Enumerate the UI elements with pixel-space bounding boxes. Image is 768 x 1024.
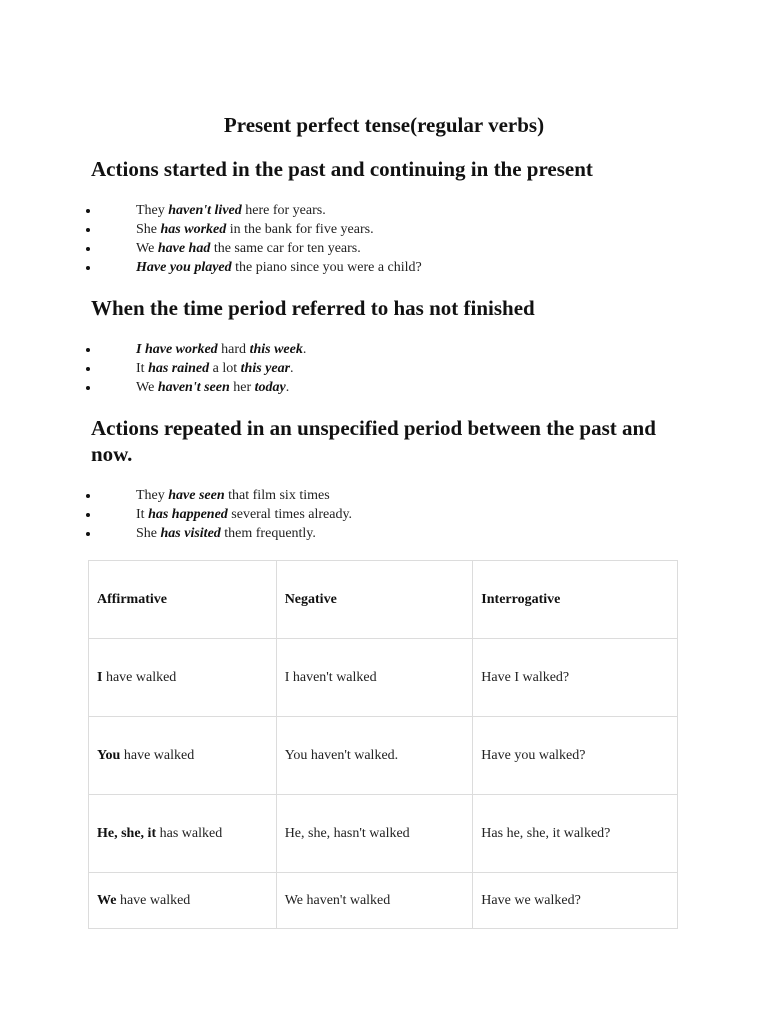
interrogative-cell: Have we walked? xyxy=(473,873,678,929)
bullet-list-repeated-actions xyxy=(0,486,768,543)
verb-phrase: have seen xyxy=(168,488,225,503)
bullet-icon xyxy=(86,532,90,536)
verb-phrase: haven't lived xyxy=(168,203,242,218)
verb-phrase: this year xyxy=(240,361,291,376)
table-row xyxy=(89,873,678,929)
sentence-fragment: . xyxy=(285,380,290,395)
negative-cell: I haven't walked xyxy=(276,639,473,717)
verb-phrase: has happened xyxy=(148,507,228,522)
list-item-text xyxy=(136,505,352,524)
bullet-list-continuing xyxy=(0,201,768,277)
list-item-text xyxy=(136,220,374,239)
affirmative-text: have walked xyxy=(116,892,191,908)
sentence-fragment: . xyxy=(302,342,307,357)
sentence-fragment: We xyxy=(136,380,158,395)
affirmative-cell xyxy=(89,717,277,795)
list-item xyxy=(0,239,768,258)
list-item-text xyxy=(136,359,294,378)
verb-phrase: has worked xyxy=(160,222,227,237)
page-title: Present perfect tense(regular verbs) xyxy=(223,113,545,137)
verb-phrase: has visited xyxy=(160,526,221,541)
list-item xyxy=(0,220,768,239)
subject-label: We xyxy=(97,892,117,908)
interrogative-cell: Have I walked? xyxy=(473,639,678,717)
sentence-fragment: She xyxy=(136,526,161,541)
sentence-fragment: They xyxy=(136,488,169,503)
sentence-fragment: a lot xyxy=(209,361,241,376)
list-item-text xyxy=(136,258,422,277)
affirmative-text: have walked xyxy=(120,747,195,763)
verb-phrase: Have you played xyxy=(136,260,232,275)
negative-cell: He, she, hasn't walked xyxy=(276,795,473,873)
list-item xyxy=(0,340,768,359)
bullet-list-unfinished-period xyxy=(0,340,768,397)
bullet-icon xyxy=(86,266,90,270)
column-header-interrogative: Interrogative xyxy=(473,561,678,639)
column-header-negative: Negative xyxy=(276,561,473,639)
table-row xyxy=(89,717,678,795)
section-heading-continuing: Actions started in the past and continuing in the present xyxy=(91,157,593,181)
table-row xyxy=(89,795,678,873)
list-item xyxy=(0,359,768,378)
affirmative-cell xyxy=(89,795,277,873)
bullet-icon xyxy=(86,228,90,232)
table-header-row xyxy=(89,561,678,639)
bullet-icon xyxy=(86,348,90,352)
list-item xyxy=(0,505,768,524)
sentence-fragment: several times already. xyxy=(227,507,353,522)
conjugation-table xyxy=(88,560,678,929)
list-item-text xyxy=(136,486,330,505)
affirmative-text: has walked xyxy=(156,825,223,841)
bullet-icon xyxy=(86,513,90,517)
sentence-fragment: It xyxy=(136,507,149,522)
sentence-fragment: hard xyxy=(217,342,250,357)
sentence-fragment: It xyxy=(136,361,149,376)
sentence-fragment: in the bank for five years. xyxy=(226,222,374,237)
sentence-fragment: . xyxy=(290,361,294,376)
sentence-fragment: them frequently. xyxy=(220,526,316,541)
list-item xyxy=(0,201,768,220)
verb-phrase: today xyxy=(254,380,286,395)
affirmative-cell xyxy=(89,873,277,929)
column-header-affirmative: Affirmative xyxy=(89,561,277,639)
verb-phrase: this week xyxy=(249,342,303,357)
subject-label: He, she, it xyxy=(97,825,157,841)
table-row xyxy=(89,639,678,717)
section-heading-repeated-actions: Actions repeated in an unspecified period between the past and now. xyxy=(91,416,656,466)
list-item-text xyxy=(136,524,316,543)
sentence-fragment: here for years. xyxy=(241,203,326,218)
verb-phrase: have had xyxy=(157,241,211,256)
sentence-fragment: her xyxy=(229,380,255,395)
verb-phrase: haven't seen xyxy=(157,380,230,395)
bullet-icon xyxy=(86,247,90,251)
negative-cell: We haven't walked xyxy=(276,873,473,929)
sentence-fragment: the piano since you were a child? xyxy=(231,260,422,275)
bullet-icon xyxy=(86,386,90,390)
list-item-text xyxy=(136,340,306,359)
list-item xyxy=(0,258,768,277)
list-item xyxy=(0,524,768,543)
list-item xyxy=(0,378,768,397)
negative-cell: You haven't walked. xyxy=(276,717,473,795)
subject-label: I xyxy=(97,669,103,685)
section-heading-unfinished-period: When the time period referred to has not finished xyxy=(91,296,535,320)
affirmative-text: have walked xyxy=(102,669,177,685)
verb-phrase: I have worked xyxy=(136,342,218,357)
list-item-text xyxy=(136,239,361,258)
bullet-icon xyxy=(86,367,90,371)
sentence-fragment: She xyxy=(136,222,161,237)
list-item-text xyxy=(136,201,326,220)
sentence-fragment: They xyxy=(136,203,169,218)
verb-phrase: has rained xyxy=(148,361,210,376)
interrogative-cell: Have you walked? xyxy=(473,717,678,795)
bullet-icon xyxy=(86,494,90,498)
sentence-fragment: We xyxy=(136,241,158,256)
list-item-text xyxy=(136,378,289,397)
sentence-fragment: that film six times xyxy=(224,488,330,503)
interrogative-cell: Has he, she, it walked? xyxy=(473,795,678,873)
affirmative-cell xyxy=(89,639,277,717)
list-item xyxy=(0,486,768,505)
bullet-icon xyxy=(86,209,90,213)
sentence-fragment: the same car for ten years. xyxy=(210,241,361,256)
subject-label: You xyxy=(97,747,121,763)
